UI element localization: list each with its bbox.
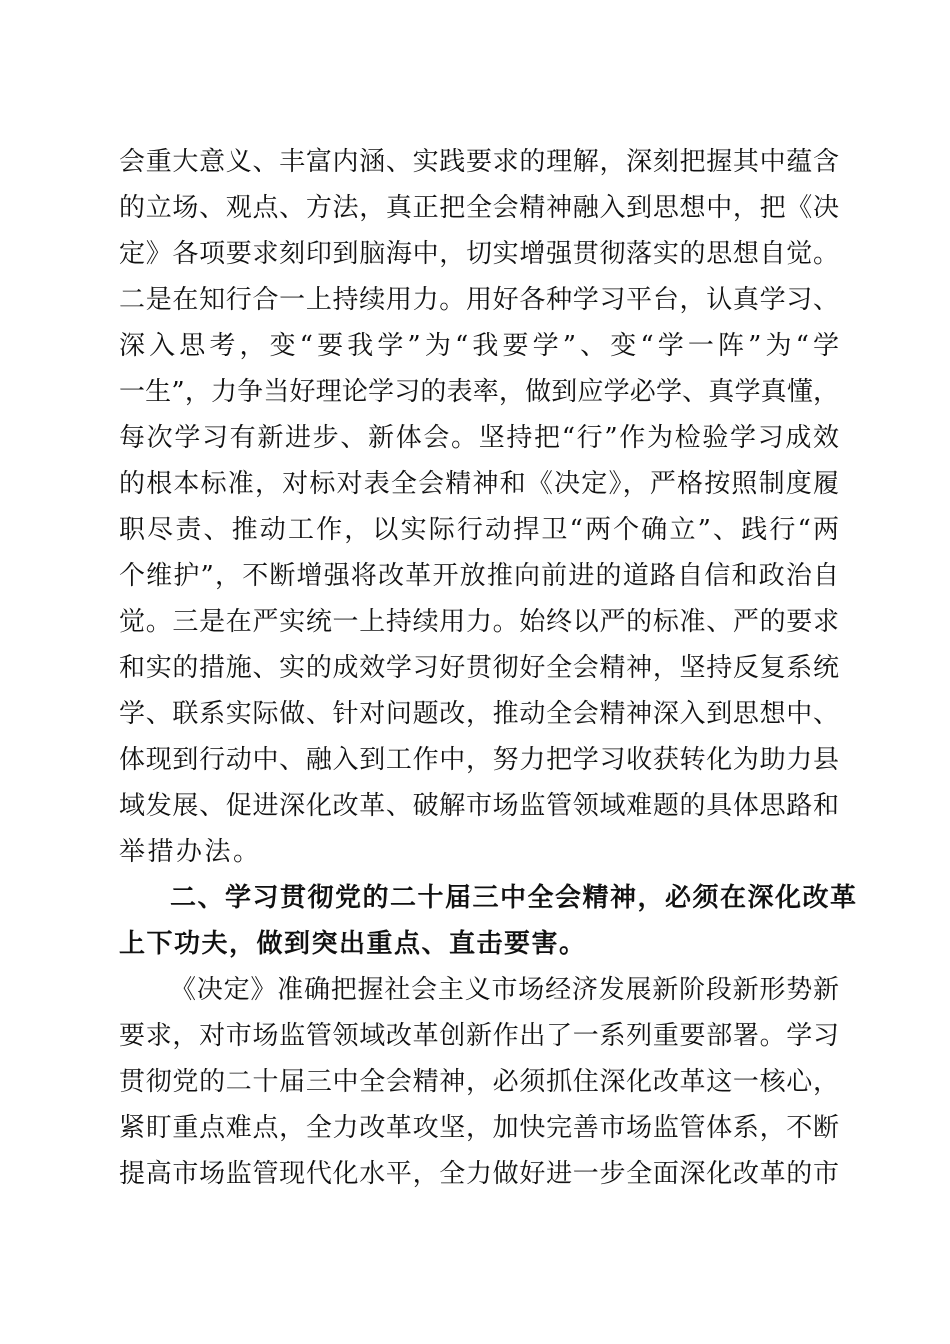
body-line: 职尽责、推动工作，以实际行动捍卫“两个确立”、践行“两: [119, 515, 839, 545]
section-heading: 二、学习贯彻党的二十届三中全会精神，必须在深化改革: [170, 883, 858, 913]
body-line: 域发展、促进深化改革、破解市场监管领域难题的具体思路和: [119, 791, 839, 821]
body-line: 体现到行动中、融入到工作中，努力把学习收获转化为助力县: [119, 745, 839, 775]
body-line: 举措办法。: [119, 837, 262, 867]
body-line: 《决定》准确把握社会主义市场经济发展新阶段新形势新: [170, 975, 839, 1005]
body-line: 一生”，力争当好理论学习的表率，做到应学必学、真学真懂，: [119, 377, 839, 407]
body-line: 和实的措施、实的成效学习好贯彻好全会精神，坚持反复系统: [119, 653, 839, 683]
body-line: 觉。三是在严实统一上持续用力。始终以严的标准、严的要求: [119, 607, 839, 637]
body-line: 贯彻党的二十届三中全会精神，必须抓住深化改革这一核心，: [119, 1067, 839, 1097]
body-line: 的根本标准，对标对表全会精神和《决定》，严格按照制度履: [119, 469, 839, 499]
body-line: 定》各项要求刻印到脑海中，切实增强贯彻落实的思想自觉。: [119, 239, 839, 269]
body-line: 要求，对市场监管领域改革创新作出了一系列重要部署。学习: [119, 1021, 839, 1051]
body-line: 会重大意义、丰富内涵、实践要求的理解，深刻把握其中蕴含: [119, 147, 839, 177]
body-line: 紧盯重点难点，全力改革攻坚，加快完善市场监管体系，不断: [119, 1113, 839, 1143]
body-line: 深入思考，变“要我学”为“我要学”、变“学一阵”为“学: [119, 331, 839, 361]
body-line: 学、联系实际做、针对问题改，推动全会精神深入到思想中、: [119, 699, 839, 729]
body-line: 每次学习有新进步、新体会。坚持把“行”作为检验学习成效: [119, 423, 839, 453]
body-line: 的立场、观点、方法，真正把全会精神融入到思想中，把《决: [119, 193, 839, 223]
section-heading: 上下功夫，做到突出重点、直击要害。: [119, 929, 587, 959]
body-line: 二是在知行合一上持续用力。用好各种学习平台，认真学习、: [119, 285, 839, 315]
body-line: 提高市场监管现代化水平，全力做好进一步全面深化改革的市: [119, 1159, 839, 1189]
body-line: 个维护”，不断增强将改革开放推向前进的道路自信和政治自: [119, 561, 839, 591]
